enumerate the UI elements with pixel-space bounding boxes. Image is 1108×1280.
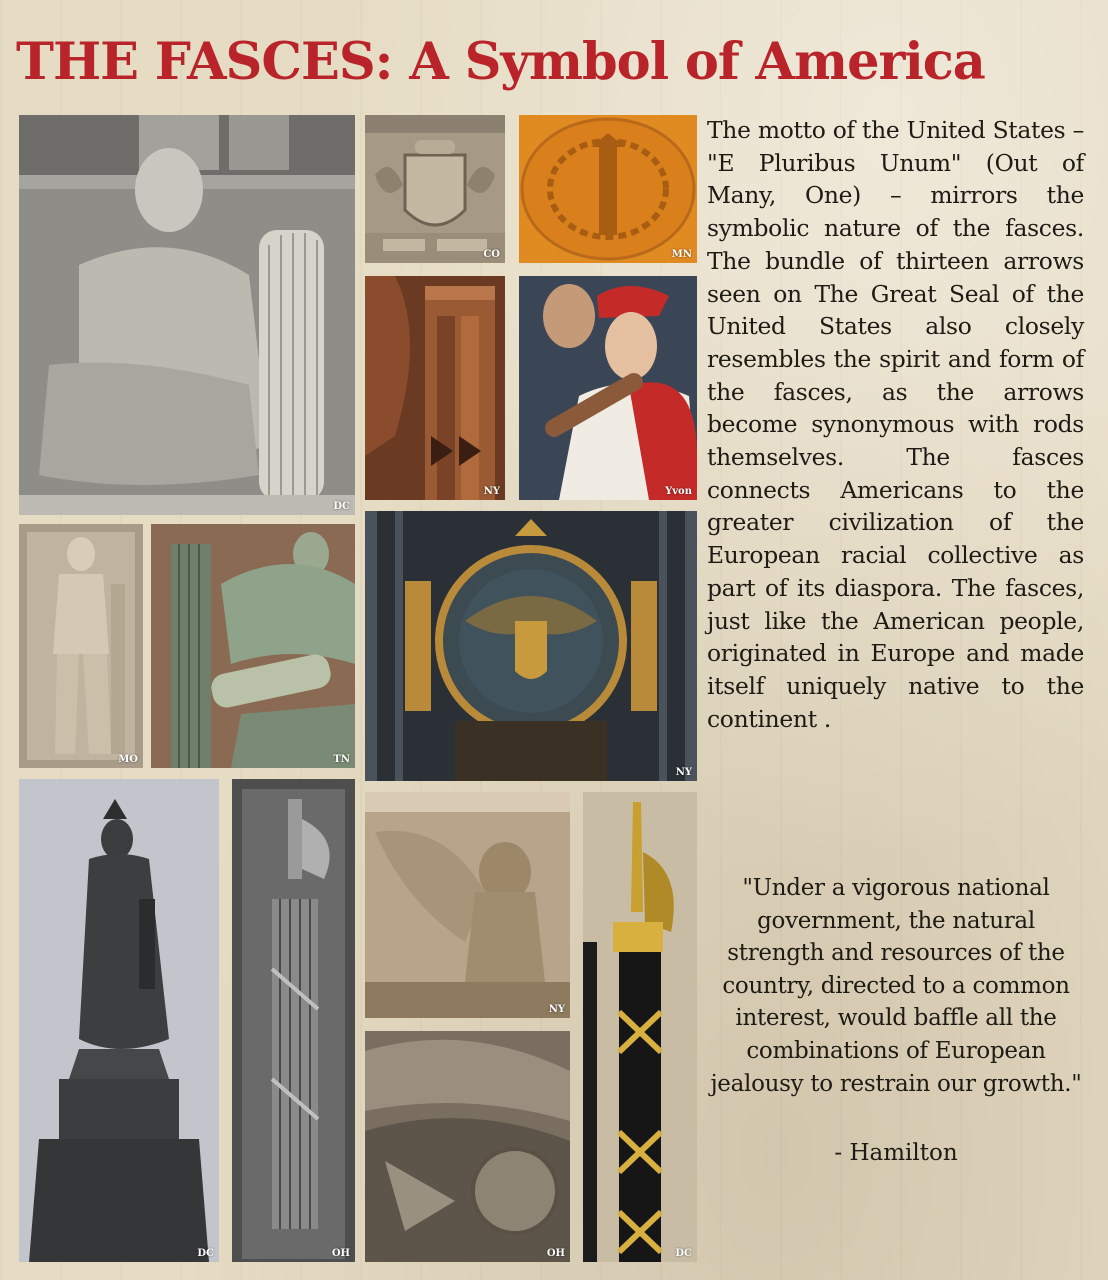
photo-carved-shield: [365, 115, 505, 263]
body-text: The motto of the United States – "E Pluribus Unum" (Out of Many, One) – mirrors the symbolic nature of the fasces. The bundle of thirteen arrows seen on The Great Seal of the United States also closely resembles the spirit and form of the fasces, as the arrows become synonymous with rods themselves. The fasces connects Americans to the greater civilization of the European racial collective as part of its diaspora. The fasces, just like the American people, originated in Europe and made itself uniquely native to the continent .: [707, 116, 1084, 733]
photo-orange-wreath-fasces: [519, 115, 697, 263]
photo-wooden-fasces-door: [365, 276, 505, 500]
photo-tag: MN: [671, 249, 692, 260]
quote-attribution: - Hamilton: [834, 1140, 958, 1166]
photo-tag: OH: [331, 1248, 350, 1259]
photo-tag: NY: [483, 486, 500, 497]
photo-tag: NY: [675, 767, 692, 778]
photo-eagle-seal-with-fasces: [365, 511, 697, 781]
photo-tag: DC: [333, 501, 350, 512]
photo-tag: OH: [546, 1248, 565, 1259]
photo-statue-of-freedom: [19, 779, 219, 1262]
photo-stone-eagle: [365, 792, 570, 1018]
photo-worker-relief: [19, 524, 143, 768]
photo-axe-fasces-column: [232, 779, 355, 1262]
photo-tag: NY: [548, 1004, 565, 1015]
photo-painting-woman-with-fasces: [519, 276, 697, 500]
photo-tag: DC: [197, 1248, 214, 1259]
photo-tag: DC: [675, 1248, 692, 1259]
photo-tag: Yvon: [665, 486, 692, 497]
hamilton-quote: "Under a vigorous national government, the natural strength and resources of the country, directed to a common interest, would baffle all the combinations of European jealousy to restrain our growth.": [710, 875, 1082, 1097]
photo-tag: TN: [333, 754, 350, 765]
photo-tag: CO: [483, 249, 500, 260]
photo-green-bronze-relief: [151, 524, 355, 768]
page-title: THE FASCES: A Symbol of America: [16, 32, 985, 92]
photo-tag: MO: [118, 754, 138, 765]
photo-gold-fasces-post: [583, 792, 697, 1262]
photo-soldiers-and-sailors-arch: [365, 1031, 570, 1262]
photo-statue-holding-fasces: [19, 115, 355, 515]
